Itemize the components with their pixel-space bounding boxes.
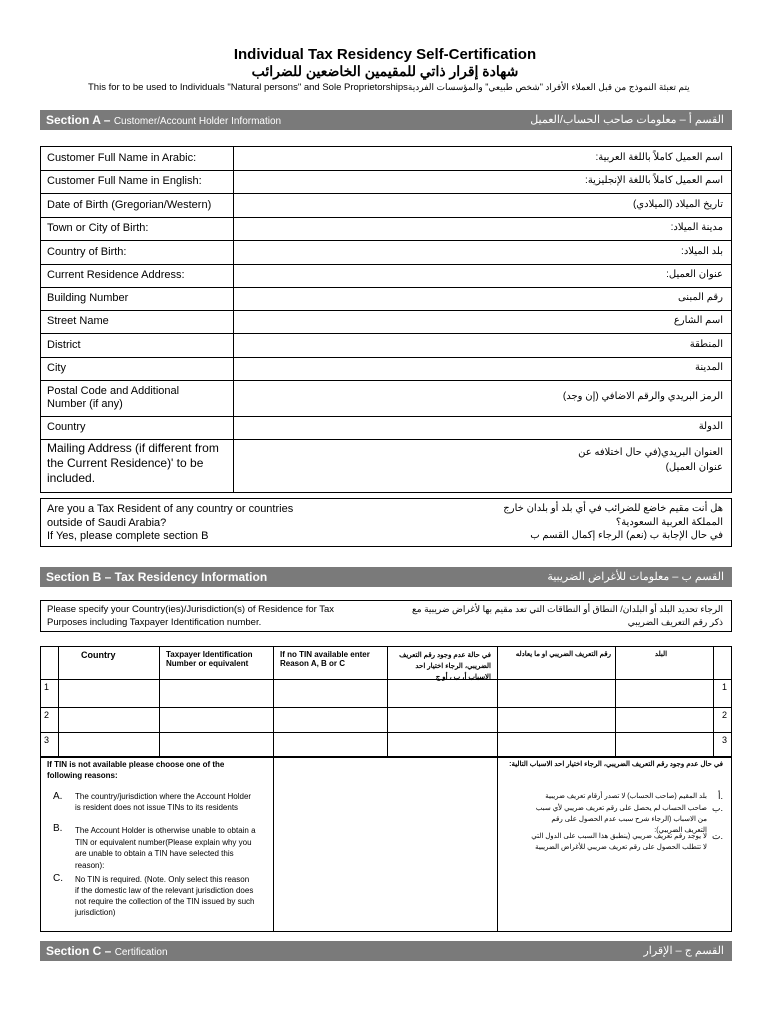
column-header: Taxpayer Identification Number or equivalent [166,650,253,668]
reasons-block [40,756,732,932]
field-label-arabic: الدولة [698,421,723,432]
table-row[interactable] [41,679,731,692]
column-divider [713,647,714,757]
field-label: District [47,339,81,351]
section-b-title: Section B – Tax Residency Information [46,570,268,584]
field-label: City [47,362,66,374]
field-label: Country of Birth: [47,246,127,258]
column-divider [58,647,59,757]
column-divider [615,647,616,757]
reason-letter-arabic: ت. [712,831,723,841]
section-a-form [40,146,732,493]
field-row[interactable] [41,287,731,311]
field-row[interactable] [41,333,731,358]
field-label-arabic: المنطقة [689,339,723,350]
subtitle-en: This for to be used to Individuals "Natural persons" and Sole Proprietorships [88,82,408,93]
field-label: Customer Full Name in English: [47,175,202,187]
page-title-arabic: شهادة إقرار ذاتي للمقيمين الخاضعين للضرائب [251,63,519,79]
section-b-intro [40,600,732,632]
column-header: If no TIN available enter Reason A, B or C [280,650,370,668]
field-label-arabic: بلد الميلاد: [681,246,723,257]
field-row[interactable] [41,193,731,218]
field-label-arabic: اسم الشارع [673,315,723,326]
field-row[interactable] [41,147,731,171]
reason-text-arabic: صاحب الحساب لم يحصل على رقم تعريف ضريبي لأي سبب من الاسباب (الرجاء شرح سبب عدم الحصول على رقم التعريف الضريبي): [535,805,707,834]
reason-letter: C. [53,873,63,884]
field-label: Country [47,421,86,433]
reason-text-arabic: بلد المقيم (صاحب الحساب) لا تصدر أرقام تعريف ضريبية [545,793,707,800]
section-a-header [40,110,732,130]
column-divider [273,647,274,757]
row-number: 2 [44,710,50,720]
row-number: 3 [721,735,727,745]
tax-resident-question[interactable] [40,498,732,547]
field-label: Current Residence Address: [47,269,185,281]
field-label-arabic: تاريخ الميلاد (الميلادي) [632,199,723,210]
section-c-header [40,941,732,961]
field-row[interactable] [41,357,731,381]
field-label: Date of Birth (Gregorian/Western) [47,199,212,211]
column-header: في حالة عدم وجود رقم التعريف الضريبي، الرجاء اختيار احد الاسباب أ، ب ، أو ج [399,652,491,681]
column-divider [273,757,274,931]
section-a-title: Section A – [46,113,111,127]
subtitle-ar: يتم تعبئة النموذج من قبل العملاء الأفراد "شخص طبيعي" والمؤسسات الفردية [407,82,690,92]
field-row[interactable] [41,380,731,417]
column-header: Country [81,650,116,660]
field-label: Customer Full Name in Arabic: [47,152,197,164]
table-row[interactable] [41,707,731,720]
row-number: 3 [44,735,50,745]
reason-text: No TIN is required. (Note. Only select this reason if the domestic law of the relevant jurisdiction does not require the collection of the TIN issued by such jurisdiction) [75,875,255,917]
section-c-subtitle: Certification [114,947,168,958]
reason-letter-arabic: ب. [712,803,723,813]
reasons-title: If TIN is not available please choose one of the following reasons: [47,760,225,780]
section-b-title-arabic: القسم ب – معلومات للأغراض الضريبية [547,571,724,583]
table-row[interactable] [41,732,731,745]
field-label-arabic: الرمز البريدي والرقم الاضافي (إن وجد) [562,391,723,402]
field-row[interactable] [41,240,731,265]
field-label: Building Number [47,292,129,304]
row-number: 1 [44,682,50,692]
field-label-arabic: اسم العميل كاملاً باللغة الإنجليزية: [585,175,723,186]
reason-text: The Account Holder is otherwise unable to obtain a TIN or equivalent number(Please explain why you are unable to obtain a TIN have selected this reason): [75,826,256,870]
reason-letter: B. [53,823,63,834]
field-label: Street Name [47,315,109,327]
row-number: 2 [721,710,727,720]
field-row[interactable] [41,170,731,194]
field-row[interactable] [41,264,731,288]
column-divider [159,647,160,757]
tax-residency-table [40,646,732,758]
field-row[interactable] [41,439,731,492]
column-header: البلد [654,651,668,658]
field-label-arabic: المدينة [694,362,723,373]
field-label-arabic: مدينة الميلاد: [670,222,723,233]
field-row[interactable] [41,310,731,334]
reasons-title-arabic: في حال عدم وجود رقم التعريف الضريبي، الرجاء اختيار احد الاسباب التالية: [509,761,723,768]
field-row[interactable] [41,416,731,440]
reason-text: The country/jurisdiction where the Account Holder is resident does not issue TINs to its residents [75,792,252,812]
field-label-arabic: العنوان البريدي(في حال اختلافه عن عنوان العميل) [578,447,723,473]
intro-ar: الرجاء تحديد البلد أو البلدان/ النطاق أو النطاقات التي تعد مقيم بها لأغراض ضريبية مع ذكر رقم التعريف الضريبي [412,604,723,627]
field-label: Mailing Address (if different from the Current Residence)' to be included. [47,441,219,485]
question-ar: هل أنت مقيم خاضع للضرائب في أي بلد أو بلدان خارج المملكة العربية السعودية؟ [503,503,723,528]
section-b-header [40,567,732,587]
field-row[interactable] [41,217,731,241]
section-a-subtitle: Customer/Account Holder Information [113,116,282,127]
field-label-arabic: اسم العميل كاملاً باللغة العربية: [595,152,723,163]
column-divider [497,647,498,757]
field-label: Postal Code and Additional Number (if any) [47,385,180,410]
section-a-title-arabic: القسم أ – معلومات صاحب الحساب/العميل [530,114,724,126]
field-label-arabic: رقم المبنى [677,292,723,303]
reason-text-arabic: لا يوجد رقم تعريف ضريبي (ينطبق هذا السبب على الدول التي لا تتطلب الحصول على رقم تعريف ضريبي للأغراض الضريبية [531,833,707,851]
row-number: 1 [721,682,727,692]
question-en: Are you a Tax Resident of any country or countries outside of Saudi Arabia? [47,503,294,529]
question-en-instruction: If Yes, please complete section B [47,530,209,542]
page-title: Individual Tax Residency Self-Certification [233,46,537,63]
page-subtitle [88,82,708,93]
column-divider [497,757,498,931]
section-c-title: Section C – [46,944,112,958]
section-c-title-arabic: القسم ج – الإقرار [643,945,724,957]
column-divider [387,647,388,757]
reason-letter-arabic: أ. [717,791,723,801]
field-label-arabic: عنوان العميل: [666,269,723,280]
column-header: رقم التعريف الضريبي او ما يعادله [515,651,611,658]
field-label: Town or City of Birth: [47,222,149,234]
reason-letter: A. [53,791,63,802]
question-ar-instruction: في حال الإجابة ب (نعم) الرجاء إكمال القسم ب [530,530,723,541]
intro-en: Please specify your Country(ies)/Jurisdiction(s) of Residence for Tax Purposes including Taxpayer Identification number. [47,604,335,628]
